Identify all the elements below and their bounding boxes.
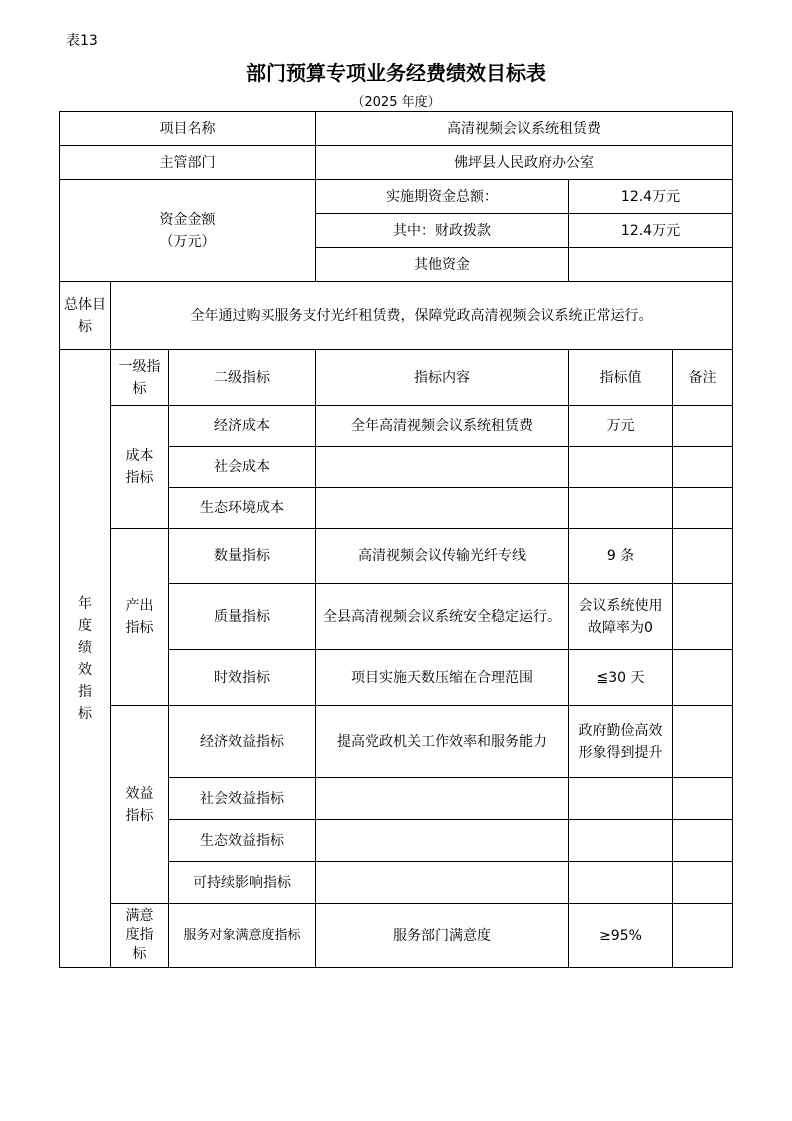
fiscal-fund-label: 其中：财政拨款 bbox=[316, 214, 569, 248]
header-level2: 二级指标 bbox=[169, 350, 316, 406]
indicator-value: 会议系统使用故障率为0 bbox=[569, 584, 673, 650]
indicator-content bbox=[316, 447, 569, 488]
table-number: 表13 bbox=[66, 33, 98, 49]
level2-name: 社会成本 bbox=[169, 447, 316, 488]
benefit-indicator-label: 效益指标 bbox=[111, 706, 169, 904]
header-note: 备注 bbox=[673, 350, 733, 406]
document-title: 部门预算专项业务经费绩效目标表 bbox=[246, 61, 546, 85]
table-row bbox=[60, 706, 733, 778]
indicator-note bbox=[673, 862, 733, 904]
header-content: 指标内容 bbox=[316, 350, 569, 406]
annual-performance-label: 年度绩效指标 bbox=[60, 350, 111, 968]
indicator-value: ≥95% bbox=[569, 904, 673, 968]
header-level1: 一级指标 bbox=[111, 350, 169, 406]
cost-indicator-label: 成本指标 bbox=[111, 406, 169, 529]
indicator-value: 政府勤俭高效形象得到提升 bbox=[569, 706, 673, 778]
level2-name: 社会效益指标 bbox=[169, 778, 316, 820]
level2-name: 生态效益指标 bbox=[169, 820, 316, 862]
satisfaction-indicator-label: 满意度指标 bbox=[111, 904, 169, 968]
project-name-value: 高清视频会议系统租赁费 bbox=[316, 112, 733, 146]
indicator-note bbox=[673, 447, 733, 488]
other-fund-value bbox=[569, 248, 733, 282]
department-value: 佛坪县人民政府办公室 bbox=[316, 146, 733, 180]
level2-name: 时效指标 bbox=[169, 650, 316, 706]
indicator-value: 万元 bbox=[569, 406, 673, 447]
table-row bbox=[60, 529, 733, 584]
row-overall-goal bbox=[60, 282, 733, 350]
performance-target-table bbox=[59, 111, 733, 968]
fund-amount-title: 资金金额 bbox=[159, 211, 216, 228]
table-row bbox=[60, 406, 733, 447]
indicator-note bbox=[673, 778, 733, 820]
overall-goal-label: 总体目标 bbox=[60, 282, 111, 350]
budget-year: （2025 年度） bbox=[351, 95, 441, 110]
indicator-content bbox=[316, 488, 569, 529]
project-name-label: 项目名称 bbox=[60, 112, 316, 146]
indicator-note bbox=[673, 820, 733, 862]
level2-name: 经济成本 bbox=[169, 406, 316, 447]
indicator-note bbox=[673, 488, 733, 529]
level2-name: 经济效益指标 bbox=[169, 706, 316, 778]
indicator-note bbox=[673, 584, 733, 650]
indicator-content: 高清视频会议传输光纤专线 bbox=[316, 529, 569, 584]
row-department bbox=[60, 146, 733, 180]
indicator-note bbox=[673, 406, 733, 447]
output-indicator-label: 产出指标 bbox=[111, 529, 169, 706]
indicator-content: 服务部门满意度 bbox=[316, 904, 569, 968]
indicator-note bbox=[673, 904, 733, 968]
row-fund-total bbox=[60, 180, 733, 214]
indicator-value bbox=[569, 447, 673, 488]
indicator-content: 全年高清视频会议系统租赁费 bbox=[316, 406, 569, 447]
indicator-content bbox=[316, 778, 569, 820]
indicator-value: 9 条 bbox=[569, 529, 673, 584]
indicator-value bbox=[569, 862, 673, 904]
level2-name: 可持续影响指标 bbox=[169, 862, 316, 904]
fund-amount-unit: （万元） bbox=[159, 233, 216, 250]
indicator-note bbox=[673, 650, 733, 706]
indicator-value bbox=[569, 488, 673, 529]
fiscal-fund-value: 12.4万元 bbox=[569, 214, 733, 248]
department-label: 主管部门 bbox=[60, 146, 316, 180]
indicator-header-row bbox=[60, 350, 733, 406]
header-value: 指标值 bbox=[569, 350, 673, 406]
level2-name: 生态环境成本 bbox=[169, 488, 316, 529]
fund-amount-label bbox=[60, 180, 316, 282]
indicator-content bbox=[316, 820, 569, 862]
other-fund-label: 其他资金 bbox=[316, 248, 569, 282]
indicator-value bbox=[569, 820, 673, 862]
indicator-note bbox=[673, 529, 733, 584]
table-row bbox=[60, 904, 733, 968]
indicator-value: ≦30 天 bbox=[569, 650, 673, 706]
total-fund-label: 实施期资金总额： bbox=[316, 180, 569, 214]
level2-name: 数量指标 bbox=[169, 529, 316, 584]
indicator-content: 项目实施天数压缩在合理范围 bbox=[316, 650, 569, 706]
indicator-content bbox=[316, 862, 569, 904]
indicator-note bbox=[673, 706, 733, 778]
level2-name: 质量指标 bbox=[169, 584, 316, 650]
indicator-value bbox=[569, 778, 673, 820]
indicator-content: 提高党政机关工作效率和服务能力 bbox=[316, 706, 569, 778]
total-fund-value: 12.4万元 bbox=[569, 180, 733, 214]
indicator-content: 全县高清视频会议系统安全稳定运行。 bbox=[316, 584, 569, 650]
level2-name: 服务对象满意度指标 bbox=[169, 904, 316, 968]
overall-goal-text: 全年通过购买服务支付光纤租赁费，保障党政高清视频会议系统正常运行。 bbox=[111, 282, 733, 350]
row-project-name bbox=[60, 112, 733, 146]
